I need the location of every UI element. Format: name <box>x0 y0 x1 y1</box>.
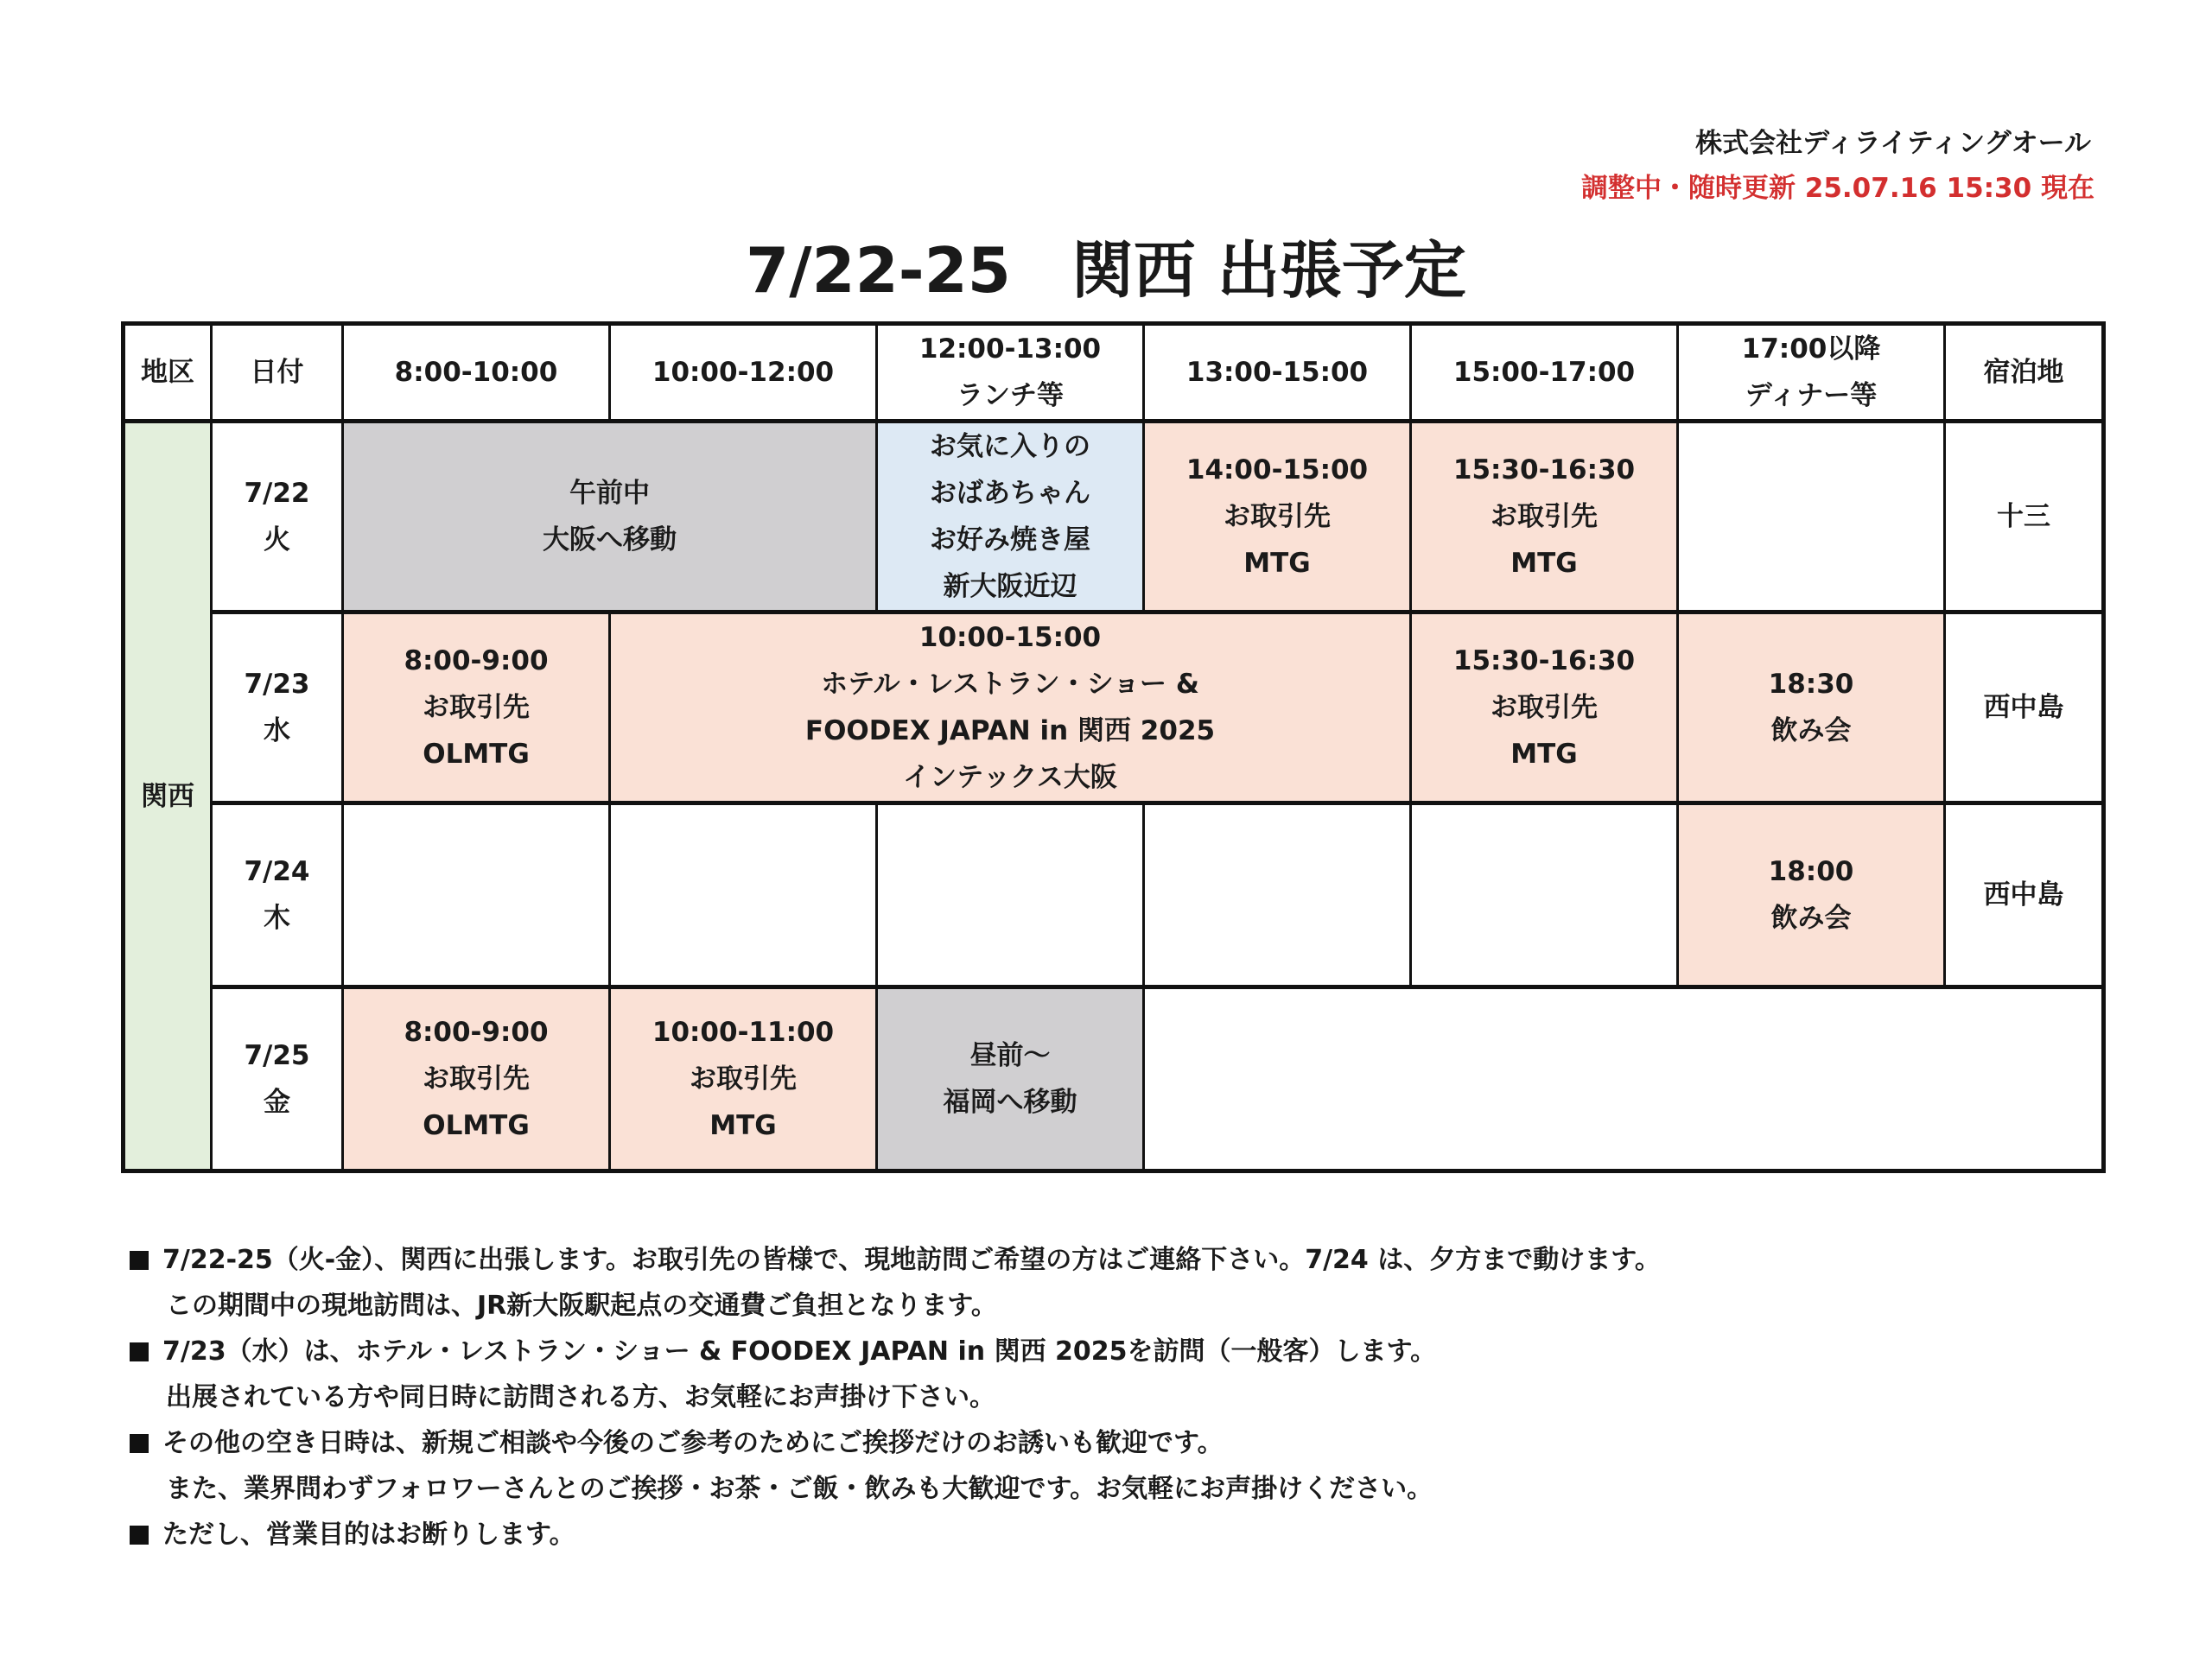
cell-line: 18:30 <box>1768 669 1854 700</box>
date-label: 7/22 <box>244 478 310 509</box>
stay-cell: 西中島 <box>1945 612 2104 803</box>
weekday-label: 木 <box>264 903 290 934</box>
header-slot-10-12: 10:00-12:00 <box>610 324 877 422</box>
bullet-square-icon <box>130 1251 149 1270</box>
cell-line: 昼前～ <box>969 1040 1051 1071</box>
note-item <box>130 1420 1661 1512</box>
cell-line: お取引先 <box>1491 692 1598 723</box>
empty-cell <box>610 803 877 987</box>
stay-cell: 十三 <box>1945 422 2104 612</box>
bullet-square-icon <box>130 1526 149 1545</box>
note-item <box>130 1329 1661 1420</box>
header-slot-dinner <box>1678 324 1945 422</box>
region-cell: 関西 <box>124 422 212 1171</box>
schedule-table <box>121 321 2106 1173</box>
notes-section <box>130 1237 1661 1558</box>
empty-cell <box>343 803 610 987</box>
header-lunch-time: 12:00-13:00 <box>918 333 1102 365</box>
cell-line: お好み焼き屋 <box>930 524 1090 555</box>
dinner-cell <box>1678 803 1945 987</box>
date-cell <box>212 803 343 987</box>
note-text: ただし、営業目的はお断りします。 <box>162 1520 575 1550</box>
cell-line: 大阪へ移動 <box>543 524 677 555</box>
empty-cell <box>1678 422 1945 612</box>
empty-cell <box>877 803 1144 987</box>
cell-line: MTG <box>1243 548 1311 579</box>
cell-line: 8:00-9:00 <box>404 1017 549 1048</box>
table-row <box>124 987 2104 1171</box>
header-lunch-label: ランチ等 <box>957 380 1064 411</box>
header-date: 日付 <box>212 324 343 422</box>
table-row <box>124 612 2104 803</box>
travel-cell <box>343 422 877 612</box>
cell-line: 15:30-16:30 <box>1452 454 1636 485</box>
cell-line: お気に入りの <box>930 431 1090 462</box>
date-cell <box>212 987 343 1171</box>
title-text: 関西 出張予定 <box>1071 234 1466 307</box>
note-text: 7/23（水）は、ホテル・レストラン・ショー & FOODEX JAPAN in 関西 2025を訪問（一般客）します。 <box>162 1336 1437 1367</box>
note-text: その他の空き日時は、新規ご相談や今後のご参考のためにご挨拶だけのお誘いも歓迎です。 <box>162 1428 1224 1458</box>
date-label: 7/23 <box>244 669 310 700</box>
cell-line: 14:00-15:00 <box>1185 454 1369 485</box>
cell-line: お取引先 <box>423 692 530 723</box>
cell-line: 福岡へ移動 <box>943 1087 1077 1118</box>
header-row <box>124 324 2104 422</box>
header-dinner-label: ディナー等 <box>1745 380 1878 411</box>
page-title <box>0 220 2212 310</box>
weekday-label: 火 <box>264 524 290 555</box>
header-slot-13-15: 13:00-15:00 <box>1144 324 1411 422</box>
cell-line: MTG <box>1510 548 1578 579</box>
cell-line: 新大阪近辺 <box>943 571 1077 602</box>
date-label: 7/25 <box>244 1040 310 1071</box>
stay-cell: 西中島 <box>1945 803 2104 987</box>
cell-line: お取引先 <box>1491 501 1598 532</box>
bullet-square-icon <box>130 1434 149 1453</box>
note-text: 出展されている方や同日時に訪問される方、お気軽にお声掛け下さい。 <box>166 1382 995 1412</box>
cell-line: 飲み会 <box>1770 903 1852 934</box>
header-slot-lunch <box>877 324 1144 422</box>
weekday-label: 水 <box>264 715 290 746</box>
note-text: この期間中の現地訪問は、JR新大阪駅起点の交通費ご負担となります。 <box>166 1291 997 1321</box>
cell-line: ホテル・レストラン・ショー & <box>821 669 1199 700</box>
note-item <box>130 1512 1661 1558</box>
cell-line: 15:30-16:30 <box>1452 645 1636 676</box>
note-text: また、業界問わずフォロワーさんとのご挨拶・お茶・ご飯・飲みも大歓迎です。お気軽にお声掛けください。 <box>166 1474 1433 1504</box>
cell-line: お取引先 <box>1224 501 1331 532</box>
cell-line: 午前中 <box>569 478 650 509</box>
cell-line: 18:00 <box>1768 856 1854 887</box>
empty-cell <box>1411 803 1678 987</box>
header-slot-15-17: 15:00-17:00 <box>1411 324 1678 422</box>
dinner-cell <box>1678 612 1945 803</box>
bullet-square-icon <box>130 1342 149 1361</box>
meeting-cell <box>610 987 877 1171</box>
expo-cell <box>610 612 1411 803</box>
empty-cell <box>1144 987 2104 1171</box>
weekday-label: 金 <box>264 1087 290 1118</box>
header-stay: 宿泊地 <box>1945 324 2104 422</box>
company-name: 株式会社ディライティングオール <box>1695 128 2091 159</box>
cell-line: OLMTG <box>423 739 530 770</box>
table-row <box>124 803 2104 987</box>
travel-cell <box>877 987 1144 1171</box>
cell-line: お取引先 <box>690 1063 797 1095</box>
header-dinner-time: 17:00以降 <box>1741 333 1881 365</box>
cell-line: MTG <box>709 1110 777 1141</box>
lunch-cell <box>877 422 1144 612</box>
date-label: 7/24 <box>244 856 310 887</box>
empty-cell <box>1144 803 1411 987</box>
meeting-cell <box>343 987 610 1171</box>
date-cell <box>212 612 343 803</box>
cell-line: 飲み会 <box>1770 715 1852 746</box>
cell-line: OLMTG <box>423 1110 530 1141</box>
title-dates: 7/22-25 <box>746 234 1011 307</box>
update-status: 調整中・随時更新 25.07.16 15:30 現在 <box>1580 173 2094 204</box>
date-cell <box>212 422 343 612</box>
note-text: 7/22-25（火-金）、関西に出張します。お取引先の皆様で、現地訪問ご希望の方はご連絡下さい。7/24 は、夕方まで動けます。 <box>162 1245 1661 1275</box>
meeting-cell <box>343 612 610 803</box>
meeting-cell <box>1144 422 1411 612</box>
meeting-cell <box>1411 612 1678 803</box>
cell-line: 10:00-11:00 <box>652 1017 835 1048</box>
cell-line: 10:00-15:00 <box>918 622 1102 653</box>
note-item <box>130 1237 1661 1329</box>
cell-line: おばあちゃん <box>930 478 1090 509</box>
cell-line: MTG <box>1510 739 1578 770</box>
meeting-cell <box>1411 422 1678 612</box>
cell-line: FOODEX JAPAN in 関西 2025 <box>804 715 1216 746</box>
cell-line: インテックス大阪 <box>903 762 1117 793</box>
cell-line: 8:00-9:00 <box>404 645 549 676</box>
header-slot-8-10: 8:00-10:00 <box>343 324 610 422</box>
header-region: 地区 <box>124 324 212 422</box>
table-row <box>124 422 2104 612</box>
cell-line: お取引先 <box>423 1063 530 1095</box>
